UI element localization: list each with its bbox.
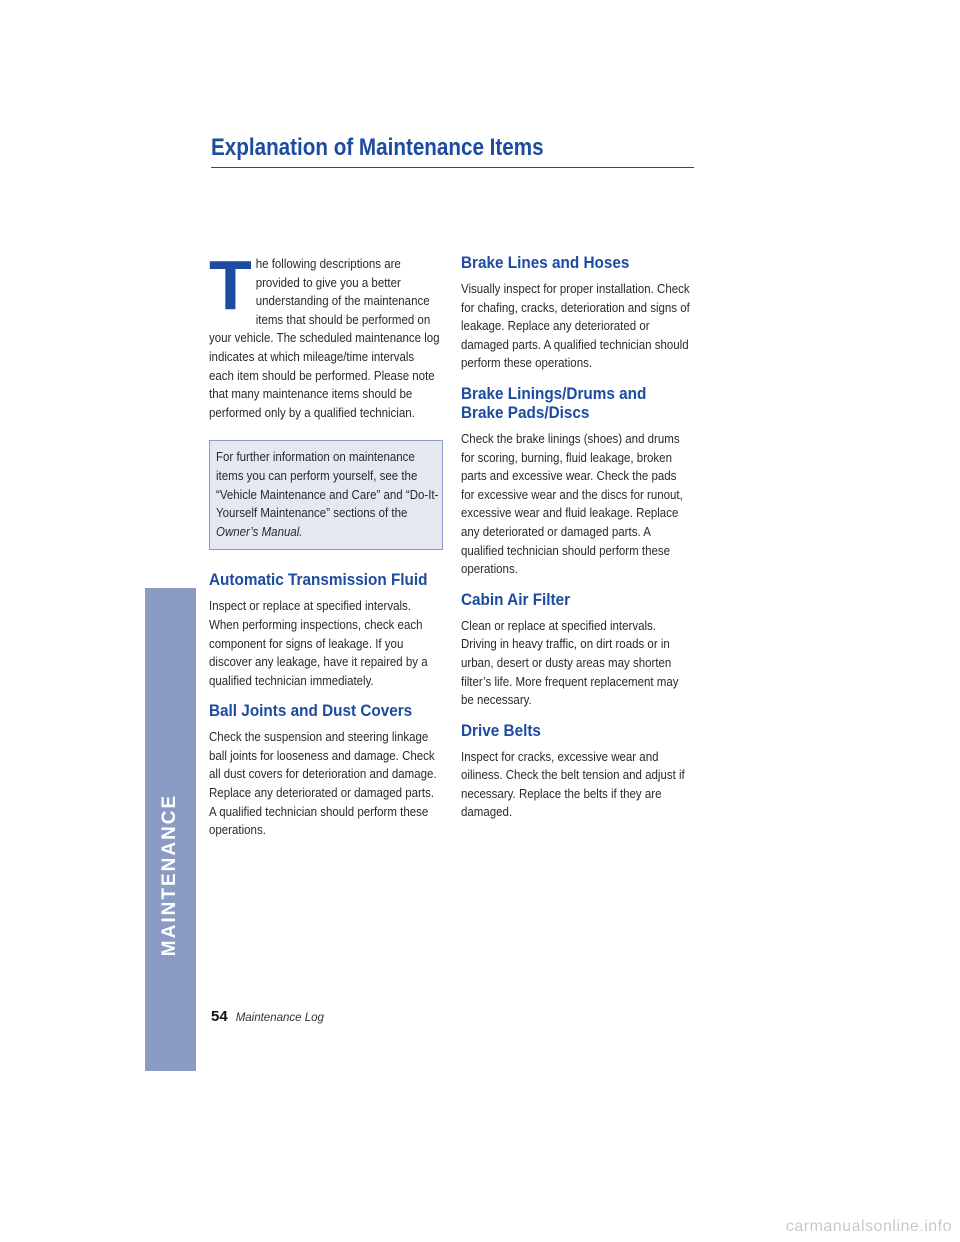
section-heading: Cabin Air Filter	[461, 589, 571, 609]
section-automatic-transmission-fluid	[209, 570, 441, 690]
page-title: Explanation of Maintenance Items	[211, 134, 544, 161]
info-box-text	[216, 448, 442, 541]
section-heading: Automatic Transmission Fluid	[209, 570, 428, 590]
section-brake-lines	[461, 253, 693, 373]
section-heading: Ball Joints and Dust Covers	[209, 701, 413, 721]
left-column	[209, 246, 441, 840]
right-column	[461, 253, 693, 822]
section-heading: Brake Linings/Drums and Brake Pads/Discs	[461, 383, 647, 422]
section-cabin-air-filter	[461, 590, 693, 710]
section-body: Inspect or replace at specified intervals. When performing inspections, check each component for signs of leakage. If you discover any leakage, have it repaired by a qualified technician immediately.	[209, 599, 428, 688]
page-number: 54	[211, 1008, 228, 1025]
drop-cap: T	[209, 246, 252, 324]
section-brake-linings	[461, 384, 693, 579]
info-box-body: For further information on maintenance items you can perform yourself, see the “Vehicle Maintenance and Care” and “Do-It-Yourself Maintenance” sections of the	[216, 450, 439, 521]
intro-paragraph	[209, 246, 441, 422]
section-body: Visually inspect for proper installation. Check for chafing, cracks, deterioration and signs of leakage. Replace any deteriorated or damaged parts. A qualified technician should perform these operations.	[461, 282, 690, 371]
section-drive-belts	[461, 721, 693, 822]
section-ball-joints	[209, 701, 441, 840]
section-heading: Drive Belts	[461, 720, 541, 740]
side-tab	[145, 588, 196, 1071]
watermark: carmanualsonline.info	[785, 1218, 952, 1235]
footer-label: Maintenance Log	[235, 1012, 324, 1024]
side-tab-label: MAINTENANCE	[159, 793, 181, 956]
section-heading: Brake Lines and Hoses	[461, 253, 630, 272]
section-body: Check the brake linings (shoes) and drums for scoring, burning, fluid leakage, broken parts and excessive wear. Check the pads for excessive wear and the discs for runout, excessive wear and fluid leakage. Replace any deteriorated or damaged parts. A qualified technician should perform these operations.	[461, 431, 683, 577]
intro-text: he following descriptions are provided to give you a better understanding of the maintenance items that should be performed on your vehicle. The scheduled maintenance log indicates at which mileage/time intervals each item should be performed. Please note that many maintenance items should be performed only by a qualified technician.	[209, 257, 440, 420]
info-box	[209, 440, 443, 550]
section-body: Check the suspension and steering linkage ball joints for looseness and damage. Check all dust covers for deterioration and damage. Replace any deteriorated or damaged parts. A qualified technician should perform these operations.	[209, 730, 437, 838]
page-footer	[211, 1008, 324, 1025]
section-body: Inspect for cracks, excessive wear and oiliness. Check the belt tension and adjust if necessary. Replace the belts if they are damaged.	[461, 749, 685, 820]
section-body: Clean or replace at specified intervals. Driving in heavy traffic, on dirt roads or in urban, desert or dusty areas may shorten filter’s life. More frequent replacement may be necessary.	[461, 618, 679, 708]
side-tab-label-wrap	[145, 588, 196, 1071]
title-divider	[211, 167, 694, 168]
owners-manual-reference: Owner’s Manual.	[216, 524, 303, 539]
